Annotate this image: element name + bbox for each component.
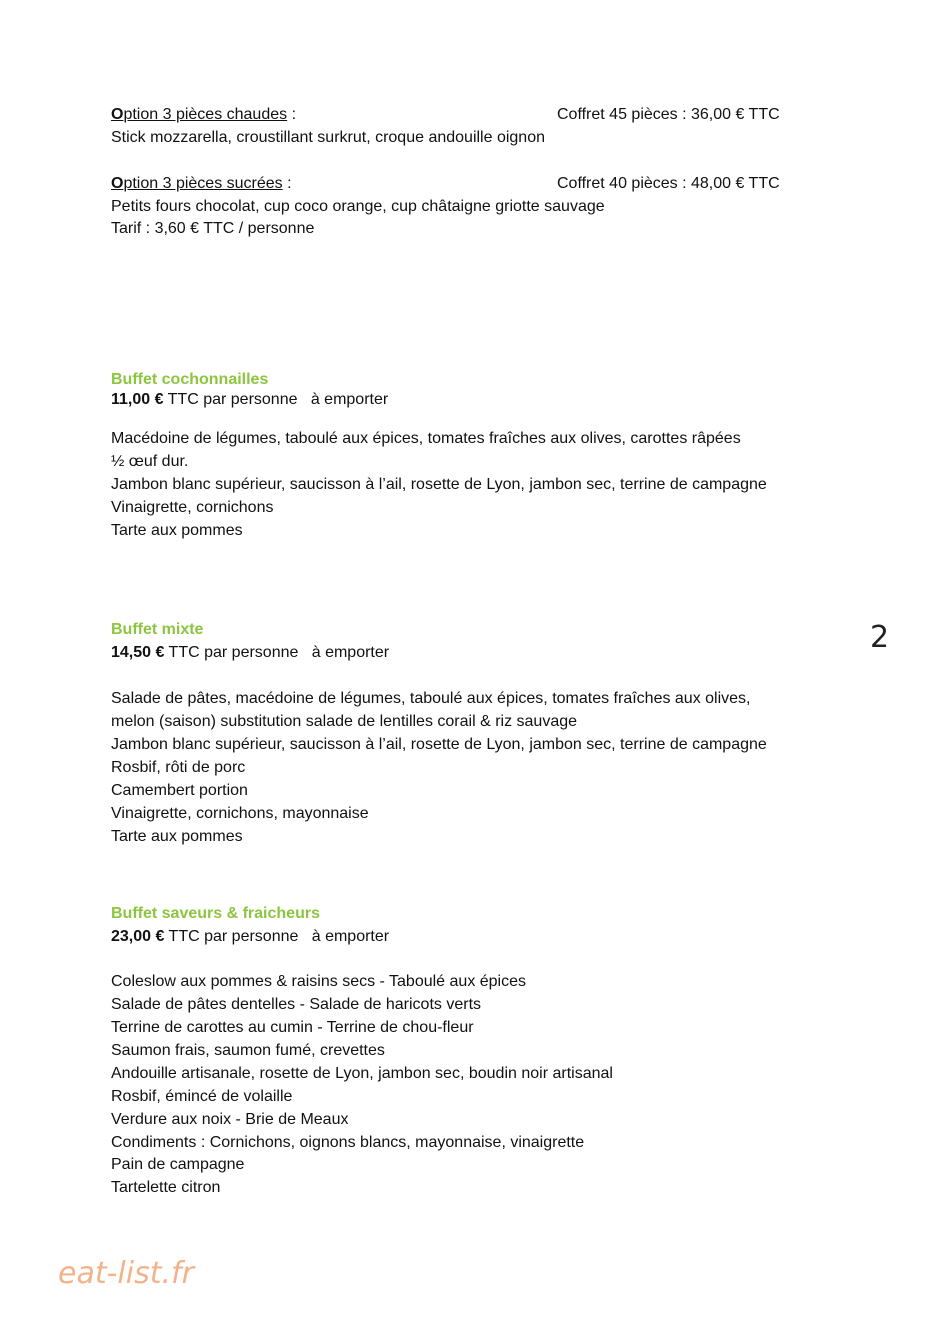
page-number: 2 — [870, 620, 890, 655]
buffet-saveurs-line: Salade de pâtes dentelles - Salade de haricots verts — [111, 996, 482, 1013]
buffet-saveurs-line: Terrine de carottes au cumin - Terrine de chou-fleur — [111, 1019, 474, 1036]
buffet-saveurs-line: Coleslow aux pommes & raisins secs - Taboulé aux épices — [111, 973, 527, 990]
watermark-logo: eat-list.fr — [58, 1256, 194, 1291]
buffet-cochonnailles-title: Buffet cochonnailles — [111, 371, 269, 388]
buffet-saveurs-line: Tartelette citron — [111, 1179, 221, 1196]
option-sweet-items: Petits fours chocolat, cup coco orange, cup châtaigne griotte sauvage — [111, 198, 605, 215]
buffet-saveurs-line: Saumon frais, saumon fumé, crevettes — [111, 1042, 385, 1059]
buffet-mixte-price — [111, 643, 389, 663]
buffet-cochonnailles-line: ½ œuf dur. — [111, 453, 189, 470]
buffet-saveurs-line: Condiments : Cornichons, oignons blancs, mayonnaise, vinaigrette — [111, 1134, 585, 1151]
option-hot-items: Stick mozzarella, croustillant surkrut, croque andouille oignon — [111, 129, 545, 146]
buffet-mixte-line: melon (saison) substitution salade de lentilles corail & riz sauvage — [111, 713, 578, 730]
option-sweet-title — [111, 174, 292, 194]
buffet-cochonnailles-line: Jambon blanc supérieur, saucisson à l’ail, rosette de Lyon, jambon sec, terrine de campagne — [111, 476, 767, 493]
buffet-mixte-price-text: TTC par personne à emporter — [164, 644, 390, 661]
buffet-cochonnailles-line: Vinaigrette, cornichons — [111, 499, 274, 516]
option-hot-title-initial: O — [111, 106, 124, 123]
buffet-mixte-line: Camembert portion — [111, 782, 248, 799]
buffet-saveurs-price-amount: 23,00 € — [111, 928, 165, 945]
buffet-mixte-line: Vinaigrette, cornichons, mayonnaise — [111, 805, 369, 822]
buffet-saveurs-line: Rosbif, émincé de volaille — [111, 1088, 293, 1105]
buffet-mixte-line: Tarte aux pommes — [111, 828, 243, 845]
buffet-cochonnailles-line: Macédoine de légumes, taboulé aux épices, tomates fraîches aux olives, carottes râpées — [111, 430, 741, 447]
option-sweet-coffret: Coffret 40 pièces : 48,00 € TTC — [557, 175, 780, 192]
buffet-cochonnailles-price-text: TTC par personne à emporter — [163, 391, 389, 408]
buffet-cochonnailles-price-amount: 11,00 € — [111, 391, 164, 408]
buffet-saveurs-line: Pain de campagne — [111, 1156, 245, 1173]
option-sweet-title-initial: O — [111, 175, 124, 192]
buffet-mixte-line: Salade de pâtes, macédoine de légumes, taboulé aux épices, tomates fraîches aux olives, — [111, 690, 751, 707]
buffet-mixte-line: Rosbif, rôti de porc — [111, 759, 246, 776]
buffet-mixte-title: Buffet mixte — [111, 621, 204, 638]
option-hot-title-text: ption 3 pièces chaudes — [123, 106, 288, 123]
buffet-saveurs-title: Buffet saveurs & fraicheurs — [111, 905, 320, 922]
option-sweet-title-text: ption 3 pièces sucrées — [123, 175, 283, 192]
buffet-saveurs-price — [111, 927, 389, 947]
buffet-mixte-line: Jambon blanc supérieur, saucisson à l’ail, rosette de Lyon, jambon sec, terrine de campagne — [111, 736, 767, 753]
option-hot-coffret: Coffret 45 pièces : 36,00 € TTC — [557, 106, 780, 123]
option-hot-title — [111, 105, 296, 125]
option-sweet-tarif: Tarif : 3,60 € TTC / personne — [111, 220, 315, 237]
option-hot-colon: : — [287, 106, 297, 123]
buffet-saveurs-line: Andouille artisanale, rosette de Lyon, jambon sec, boudin noir artisanal — [111, 1065, 613, 1082]
buffet-saveurs-price-text: TTC par personne à emporter — [164, 928, 390, 945]
buffet-cochonnailles-line: Tarte aux pommes — [111, 522, 243, 539]
buffet-mixte-price-amount: 14,50 € — [111, 644, 165, 661]
buffet-saveurs-line: Verdure aux noix - Brie de Meaux — [111, 1111, 349, 1128]
option-sweet-colon: : — [282, 175, 292, 192]
buffet-cochonnailles-price — [111, 390, 388, 410]
